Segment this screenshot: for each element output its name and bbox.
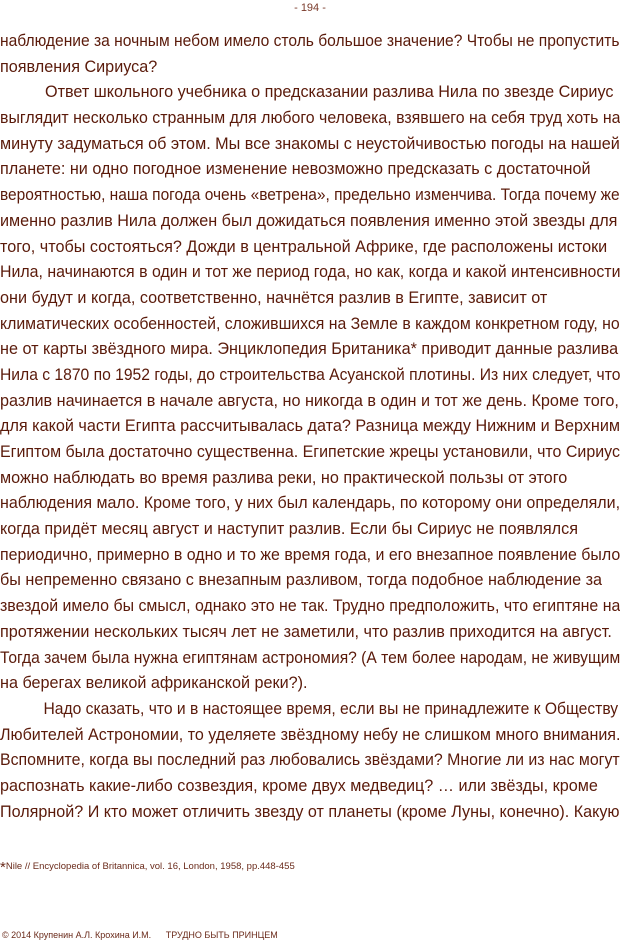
text-line: Нила, начинаются в один и тот же период года, но как, когда и какой интенсивности	[0, 263, 620, 282]
footnote-marker: *	[0, 859, 6, 876]
text-line: звездой имело бы смысл, однако это не так. Трудно предположить, что египтяне на	[0, 597, 620, 616]
text-line: Надо сказать, что и в настоящее время, если вы не принадлежите к Обществу	[43, 699, 619, 718]
text-line: климатических особенностей, сложившихся на Земле в каждом конкретном году, но	[0, 314, 620, 333]
text-line: разлив начинается в начале августа, но никогда в один и тот же день. Кроме того,	[0, 391, 619, 410]
text-line: Египтом была достаточно существенна. Египетские жрецы установили, что Сириус	[0, 443, 620, 461]
text-line: планете: ни одно погодное изменение невозможно предсказать с достаточной	[0, 160, 591, 179]
body-text	[0, 29, 620, 825]
footnote	[0, 859, 620, 876]
text-line: Тогда зачем была нужна египтянам астрономия? (А тем более народам, не живущим	[0, 648, 620, 667]
text-line: минуту задуматься об этом. Мы все знакомы с неустойчивостью погоды на нашей	[0, 134, 620, 153]
page-number: - 194 -	[294, 2, 326, 14]
text-line: Полярной? И кто может отличить звезду от планеты (кроме Луны, конечно). Какую	[0, 802, 620, 821]
text-line: на берегах великой африканской реки?).	[0, 674, 308, 693]
text-line: распознать какие-либо созвездия, кроме двух медведиц? … или звёзды, кроме	[0, 776, 598, 795]
text-line: они будут и когда, соответственно, начнётся разлив в Египте, зависит от	[0, 288, 548, 307]
page-footer	[2, 930, 618, 940]
footer-book-title: ТРУДНО БЫТЬ ПРИНЦЕМ	[165, 930, 278, 940]
text-line: Ответ школьного учебника о предсказании разлива Нила по звезде Сириус	[45, 83, 614, 102]
text-line: когда придёт месяц август и наступит разлив. Если бы Сириус не появлялся	[0, 520, 578, 539]
footer-copyright: © 2014 Крупенин А.Л. Крохина И.М.	[2, 930, 152, 940]
text-line: периодично, примерно в одно и то же время года, и его внезапное появление было	[0, 545, 620, 564]
text-line: наблюдения мало. Кроме того, у них был календарь, по которому они определяли,	[0, 494, 620, 513]
text-line: выглядит несколько странным для любого человека, взявшего на себя труд хоть на	[0, 109, 620, 128]
footnote-text: Nile // Encyclopedia of Britannica, vol. 16, London, 1958, pp.448-455	[5, 861, 295, 872]
text-line: Нила с 1870 по 1952 годы, до строительства Асуанской плотины. Из них следует, что	[0, 365, 620, 384]
text-line: появления Сириуса?	[0, 57, 158, 76]
text-line: протяжении нескольких тысяч лет не заметили, что разлив приходится на август.	[0, 622, 612, 641]
text-line: Вспомните, когда вы последний раз любовались звёздами? Многие ли из нас могут	[0, 751, 620, 770]
text-line: вероятностью, наша погода очень «ветрена», предельно изменчива. Тогда почему же	[0, 186, 620, 205]
text-line: для какой части Египта рассчитывалась дата? Разница между Нижним и Верхним	[0, 417, 620, 436]
text-line: именно разлив Нила должен был дожидаться появления именно этой звезды для	[0, 211, 618, 230]
text-line: Любителей Астрономии, то уделяете звёздному небу не слишком много внимания.	[0, 725, 620, 744]
text-line: наблюдение за ночным небом имело столь большое значение? Чтобы не пропустить	[0, 32, 620, 50]
text-line: не от карты звёздного мира. Энциклопедия Британика* приводит данные разлива	[0, 340, 619, 359]
text-line: того, чтобы состояться? Дожди в центральной Африке, где расположены истоки	[0, 237, 608, 256]
text-line: бы непременно связано с внезапным разливом, тогда подобное наблюдение за	[0, 571, 603, 590]
text-line: можно наблюдать во время разлива реки, но практической пользы от этого	[0, 468, 568, 487]
